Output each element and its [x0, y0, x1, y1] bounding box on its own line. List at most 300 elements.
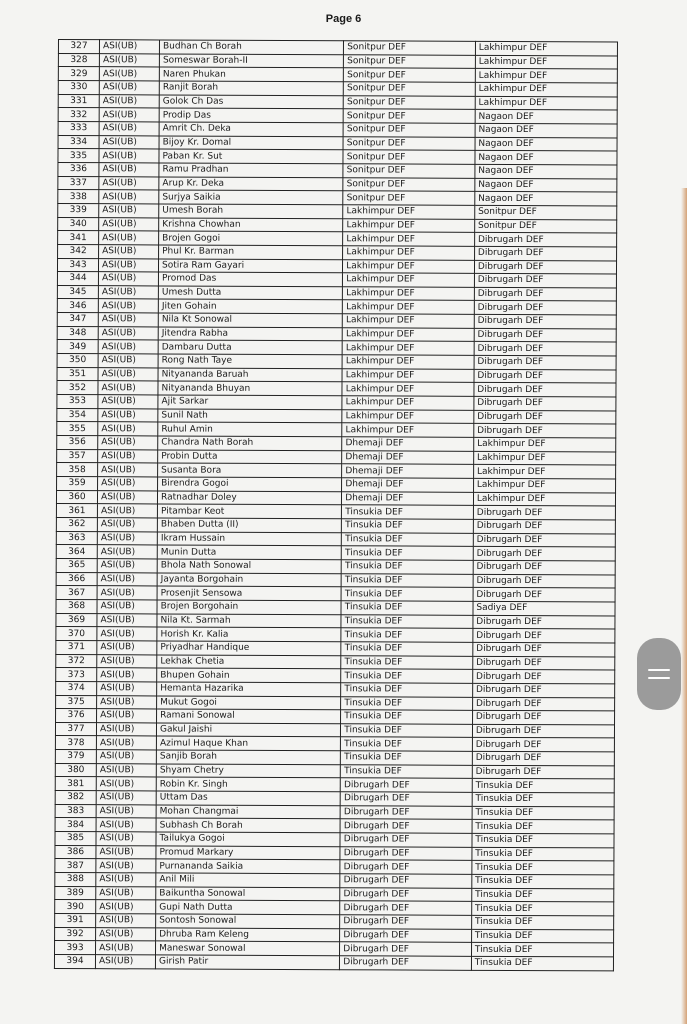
- name-cell: Ratnadhar Doley: [158, 491, 342, 505]
- rank-cell: ASI(UB): [99, 94, 159, 108]
- rank-cell: ASI(UB): [99, 108, 159, 122]
- name-cell: Robin Kr. Singh: [156, 777, 340, 791]
- from-unit-cell: Lakhimpur DEF: [342, 341, 474, 355]
- to-unit-cell: Lakhimpur DEF: [473, 492, 615, 506]
- rank-cell: ASI(UB): [98, 490, 158, 504]
- serial-number-cell: 338: [58, 190, 99, 204]
- rank-cell: ASI(UB): [98, 326, 158, 340]
- from-unit-cell: Sonitpur DEF: [344, 82, 476, 96]
- from-unit-cell: Dibrugarh DEF: [340, 846, 472, 860]
- serial-number-cell: 369: [56, 613, 97, 627]
- rank-cell: ASI(UB): [99, 258, 159, 272]
- name-cell: Nityananda Bhuyan: [158, 381, 342, 395]
- serial-number-cell: 377: [55, 722, 96, 736]
- from-unit-cell: Lakhimpur DEF: [342, 396, 474, 410]
- to-unit-cell: Sonitpur DEF: [475, 205, 617, 219]
- serial-number-cell: 362: [56, 517, 97, 531]
- from-unit-cell: Lakhimpur DEF: [342, 328, 474, 342]
- name-cell: Paban Kr. Sut: [159, 149, 343, 163]
- to-unit-cell: Dibrugarh DEF: [474, 233, 616, 247]
- to-unit-cell: Dibrugarh DEF: [473, 533, 615, 547]
- name-cell: Probin Dutta: [158, 450, 342, 464]
- rank-cell: ASI(UB): [98, 354, 158, 368]
- serial-number-cell: 334: [58, 135, 99, 149]
- to-unit-cell: Lakhimpur DEF: [474, 437, 616, 451]
- serial-number-cell: 348: [57, 326, 98, 340]
- from-unit-cell: Tinsukia DEF: [341, 642, 473, 656]
- rank-cell: ASI(UB): [98, 367, 158, 381]
- to-unit-cell: Lakhimpur DEF: [475, 41, 617, 55]
- serial-number-cell: 357: [57, 449, 98, 463]
- serial-number-cell: 385: [55, 832, 96, 846]
- to-unit-cell: Lakhimpur DEF: [473, 478, 615, 492]
- page-edge: [681, 188, 687, 1024]
- to-unit-cell: Tinsukia DEF: [471, 943, 613, 957]
- name-cell: Krishna Chowhan: [159, 217, 343, 231]
- from-unit-cell: Sonitpur DEF: [343, 123, 475, 137]
- name-cell: Nityananda Baruah: [158, 368, 342, 382]
- to-unit-cell: Tinsukia DEF: [472, 847, 614, 861]
- to-unit-cell: Dibrugarh DEF: [473, 642, 615, 656]
- rank-cell: ASI(UB): [97, 600, 157, 614]
- serial-number-cell: 361: [56, 504, 97, 518]
- serial-number-cell: 387: [55, 859, 96, 873]
- name-cell: Promud Markary: [156, 846, 340, 860]
- from-unit-cell: Dhemaji DEF: [342, 437, 474, 451]
- name-cell: Bijoy Kr. Domal: [159, 136, 343, 150]
- to-unit-cell: Dibrugarh DEF: [472, 738, 614, 752]
- serial-number-cell: 383: [55, 804, 96, 818]
- from-unit-cell: Dibrugarh DEF: [340, 833, 472, 847]
- serial-number-cell: 337: [58, 176, 99, 190]
- rank-cell: ASI(UB): [96, 818, 156, 832]
- from-unit-cell: Tinsukia DEF: [341, 655, 473, 669]
- serial-number-cell: 336: [58, 162, 99, 176]
- to-unit-cell: Tinsukia DEF: [472, 861, 614, 875]
- name-cell: Pitambar Keot: [157, 504, 341, 518]
- serial-number-cell: 380: [55, 763, 96, 777]
- from-unit-cell: Sonitpur DEF: [343, 191, 475, 205]
- to-unit-cell: Dibrugarh DEF: [473, 560, 615, 574]
- serial-number-cell: 376: [56, 709, 97, 723]
- from-unit-cell: Sonitpur DEF: [343, 109, 475, 123]
- serial-number-cell: 342: [58, 244, 99, 258]
- name-cell: Munin Dutta: [157, 545, 341, 559]
- from-unit-cell: Tinsukia DEF: [341, 628, 473, 642]
- serial-number-cell: 375: [56, 695, 97, 709]
- name-cell: Budhan Ch Borah: [159, 40, 343, 54]
- rank-cell: ASI(UB): [96, 736, 156, 750]
- from-unit-cell: Dibrugarh DEF: [340, 887, 472, 901]
- serial-number-cell: 382: [55, 791, 96, 805]
- from-unit-cell: Dibrugarh DEF: [340, 942, 472, 956]
- from-unit-cell: Dibrugarh DEF: [340, 915, 472, 929]
- from-unit-cell: Lakhimpur DEF: [343, 300, 475, 314]
- name-cell: Ranjit Borah: [159, 81, 343, 95]
- to-unit-cell: Dibrugarh DEF: [472, 765, 614, 779]
- from-unit-cell: Tinsukia DEF: [341, 587, 473, 601]
- serial-number-cell: 366: [56, 572, 97, 586]
- rank-cell: ASI(UB): [99, 149, 159, 163]
- from-unit-cell: Tinsukia DEF: [341, 765, 473, 779]
- serial-number-cell: 339: [58, 203, 99, 217]
- from-unit-cell: Lakhimpur DEF: [343, 314, 475, 328]
- serial-number-cell: 368: [56, 599, 97, 613]
- name-cell: Horish Kr. Kalia: [157, 627, 341, 641]
- rank-cell: ASI(UB): [99, 176, 159, 190]
- from-unit-cell: Tinsukia DEF: [341, 751, 473, 765]
- to-unit-cell: Nagaon DEF: [475, 110, 617, 124]
- serial-number-cell: 352: [57, 381, 98, 395]
- rank-cell: ASI(UB): [96, 750, 156, 764]
- rank-cell: ASI(UB): [97, 586, 157, 600]
- serial-number-cell: 332: [58, 108, 99, 122]
- name-cell: Mukut Gogoi: [157, 695, 341, 709]
- name-cell: Nila Kt. Sarmah: [157, 614, 341, 628]
- name-cell: Someswar Borah-II: [159, 54, 343, 68]
- name-cell: Rong Nath Taye: [158, 354, 342, 368]
- from-unit-cell: Dibrugarh DEF: [340, 805, 472, 819]
- rank-cell: ASI(UB): [96, 900, 156, 914]
- serial-number-cell: 350: [57, 354, 98, 368]
- rank-cell: ASI(UB): [98, 463, 158, 477]
- rank-cell: ASI(UB): [96, 832, 156, 846]
- serial-number-cell: 349: [57, 340, 98, 354]
- to-unit-cell: Dibrugarh DEF: [472, 697, 614, 711]
- rank-cell: ASI(UB): [98, 381, 158, 395]
- rank-cell: ASI(UB): [96, 873, 156, 887]
- serial-number-cell: 347: [57, 313, 98, 327]
- rank-cell: ASI(UB): [97, 545, 157, 559]
- serial-number-cell: 393: [55, 941, 96, 955]
- name-cell: Lekhak Chetia: [157, 654, 341, 668]
- rank-cell: ASI(UB): [99, 122, 159, 136]
- name-cell: Phul Kr. Barman: [159, 245, 343, 259]
- serial-number-cell: 351: [57, 367, 98, 381]
- to-unit-cell: Dibrugarh DEF: [474, 410, 616, 424]
- to-unit-cell: Tinsukia DEF: [471, 956, 613, 970]
- from-unit-cell: Lakhimpur DEF: [343, 232, 475, 246]
- rank-cell: ASI(UB): [99, 135, 159, 149]
- rank-cell: ASI(UB): [97, 682, 157, 696]
- to-unit-cell: Dibrugarh DEF: [473, 519, 615, 533]
- rank-cell: ASI(UB): [97, 518, 157, 532]
- serial-number-cell: 394: [54, 954, 95, 968]
- name-cell: Bhupen Gohain: [157, 668, 341, 682]
- to-unit-cell: Sonitpur DEF: [475, 219, 617, 233]
- from-unit-cell: Sonitpur DEF: [343, 95, 475, 109]
- serial-number-cell: 391: [55, 913, 96, 927]
- serial-number-cell: 356: [57, 436, 98, 450]
- to-unit-cell: Dibrugarh DEF: [474, 369, 616, 383]
- name-cell: Sontosh Sonowal: [156, 914, 340, 928]
- name-cell: Ikram Hussain: [157, 532, 341, 546]
- rank-cell: ASI(UB): [96, 845, 156, 859]
- from-unit-cell: Lakhimpur DEF: [342, 368, 474, 382]
- name-cell: Hemanta Hazarika: [157, 682, 341, 696]
- name-cell: Prodip Das: [159, 108, 343, 122]
- to-unit-cell: Nagaon DEF: [475, 123, 617, 137]
- serial-number-cell: 392: [55, 927, 96, 941]
- from-unit-cell: Dibrugarh DEF: [340, 792, 472, 806]
- page-title: Page 6: [325, 13, 362, 25]
- from-unit-cell: Sonitpur DEF: [344, 54, 476, 68]
- name-cell: Chandra Nath Borah: [158, 436, 342, 450]
- name-cell: Amrit Ch. Deka: [159, 122, 343, 136]
- serial-number-cell: 378: [55, 736, 96, 750]
- serial-number-cell: 329: [58, 67, 99, 81]
- from-unit-cell: Dhemaji DEF: [342, 464, 474, 478]
- to-unit-cell: Nagaon DEF: [475, 151, 617, 165]
- rank-cell: ASI(UB): [97, 641, 157, 655]
- name-cell: Naren Phukan: [159, 67, 343, 81]
- to-unit-cell: Lakhimpur DEF: [475, 69, 617, 83]
- to-unit-cell: Sadiya DEF: [473, 601, 615, 615]
- serial-number-cell: 384: [55, 818, 96, 832]
- rank-cell: ASI(UB): [97, 531, 157, 545]
- to-unit-cell: Tinsukia DEF: [472, 820, 614, 834]
- serial-number-cell: 354: [57, 408, 98, 422]
- from-unit-cell: Tinsukia DEF: [342, 505, 474, 519]
- to-unit-cell: Dibrugarh DEF: [473, 656, 615, 670]
- serial-number-cell: 365: [56, 558, 97, 572]
- from-unit-cell: Dhemaji DEF: [342, 478, 474, 492]
- to-unit-cell: Dibrugarh DEF: [474, 342, 616, 356]
- from-unit-cell: Lakhimpur DEF: [342, 382, 474, 396]
- to-unit-cell: Dibrugarh DEF: [474, 260, 616, 274]
- to-unit-cell: Lakhimpur DEF: [475, 96, 617, 110]
- to-unit-cell: Dibrugarh DEF: [473, 629, 615, 643]
- to-unit-cell: Dibrugarh DEF: [474, 328, 616, 342]
- name-cell: Tailukya Gogoi: [156, 832, 340, 846]
- from-unit-cell: Lakhimpur DEF: [343, 246, 475, 260]
- name-cell: Bhola Nath Sonowal: [157, 559, 341, 573]
- serial-number-cell: 345: [57, 285, 98, 299]
- rank-cell: ASI(UB): [98, 272, 158, 286]
- serial-number-cell: 359: [57, 476, 98, 490]
- to-unit-cell: Dibrugarh DEF: [472, 683, 614, 697]
- rank-cell: ASI(UB): [99, 204, 159, 218]
- to-unit-cell: Tinsukia DEF: [472, 779, 614, 793]
- to-unit-cell: Dibrugarh DEF: [474, 396, 616, 410]
- name-cell: Anil Mili: [156, 873, 340, 887]
- from-unit-cell: Tinsukia DEF: [341, 573, 473, 587]
- rank-cell: ASI(UB): [97, 613, 157, 627]
- to-unit-cell: Tinsukia DEF: [471, 929, 613, 943]
- name-cell: Ramu Pradhan: [159, 163, 343, 177]
- rank-cell: ASI(UB): [97, 572, 157, 586]
- serial-number-cell: 371: [56, 640, 97, 654]
- name-cell: Umesh Borah: [159, 204, 343, 218]
- serial-number-cell: 386: [55, 845, 96, 859]
- from-unit-cell: Tinsukia DEF: [342, 532, 474, 546]
- name-cell: Azimul Haque Khan: [156, 736, 340, 750]
- name-cell: Ramani Sonowal: [157, 709, 341, 723]
- from-unit-cell: Tinsukia DEF: [341, 546, 473, 560]
- rank-cell: ASI(UB): [99, 67, 159, 81]
- serial-number-cell: 328: [58, 53, 99, 67]
- rank-cell: ASI(UB): [99, 217, 159, 231]
- to-unit-cell: Lakhimpur DEF: [473, 451, 615, 465]
- name-cell: Gupi Nath Dutta: [156, 900, 340, 914]
- to-unit-cell: Dibrugarh DEF: [474, 273, 616, 287]
- from-unit-cell: Tinsukia DEF: [341, 669, 473, 683]
- from-unit-cell: Tinsukia DEF: [341, 614, 473, 628]
- to-unit-cell: Dibrugarh DEF: [472, 710, 614, 724]
- serial-number-cell: 374: [56, 681, 97, 695]
- from-unit-cell: Tinsukia DEF: [342, 519, 474, 533]
- rank-cell: ASI(UB): [99, 245, 159, 259]
- name-cell: Arup Kr. Deka: [159, 177, 343, 191]
- serial-number-cell: 370: [56, 627, 97, 641]
- from-unit-cell: Tinsukia DEF: [341, 601, 473, 615]
- serial-number-cell: 343: [57, 258, 98, 272]
- from-unit-cell: Dibrugarh DEF: [340, 928, 472, 942]
- name-cell: Sanjib Borah: [156, 750, 340, 764]
- to-unit-cell: Dibrugarh DEF: [474, 287, 616, 301]
- serial-number-cell: 346: [57, 299, 98, 313]
- name-cell: Jitendra Rabha: [158, 327, 342, 341]
- name-cell: Priyadhar Handique: [157, 641, 341, 655]
- rank-cell: ASI(UB): [96, 777, 156, 791]
- from-unit-cell: Dibrugarh DEF: [340, 860, 472, 874]
- to-unit-cell: Dibrugarh DEF: [473, 588, 615, 602]
- name-cell: Ruhul Amin: [158, 422, 342, 436]
- name-cell: Birendra Gogoi: [158, 477, 342, 491]
- to-unit-cell: Tinsukia DEF: [472, 806, 614, 820]
- serial-number-cell: 355: [57, 422, 98, 436]
- to-unit-cell: Dibrugarh DEF: [473, 615, 615, 629]
- scroll-handle[interactable]: [637, 638, 681, 710]
- rank-cell: ASI(UB): [96, 859, 156, 873]
- serial-number-cell: 330: [58, 80, 99, 94]
- from-unit-cell: Sonitpur DEF: [343, 150, 475, 164]
- name-cell: Mohan Changmai: [156, 805, 340, 819]
- serial-number-cell: 344: [57, 272, 98, 286]
- rank-cell: ASI(UB): [98, 422, 158, 436]
- serial-number-cell: 358: [57, 463, 98, 477]
- from-unit-cell: Tinsukia DEF: [341, 737, 473, 751]
- name-cell: Brojen Borgohain: [157, 600, 341, 614]
- to-unit-cell: Dibrugarh DEF: [474, 314, 616, 328]
- rank-cell: ASI(UB): [97, 654, 157, 668]
- from-unit-cell: Lakhimpur DEF: [343, 287, 475, 301]
- name-cell: Girish Patir: [155, 955, 339, 969]
- name-cell: Prosenjit Sensowa: [157, 586, 341, 600]
- to-unit-cell: Lakhimpur DEF: [475, 82, 617, 96]
- name-cell: Dambaru Dutta: [158, 340, 342, 354]
- name-cell: Subhash Ch Borah: [156, 818, 340, 832]
- transfer-list-sheet: [54, 39, 618, 971]
- from-unit-cell: Sonitpur DEF: [344, 68, 476, 82]
- rank-cell: ASI(UB): [97, 627, 157, 641]
- to-unit-cell: Tinsukia DEF: [472, 792, 614, 806]
- from-unit-cell: Dibrugarh DEF: [340, 819, 472, 833]
- rank-cell: ASI(UB): [98, 340, 158, 354]
- rank-cell: ASI(UB): [97, 722, 157, 736]
- rank-cell: ASI(UB): [98, 285, 158, 299]
- name-cell: Susanta Bora: [158, 463, 342, 477]
- to-unit-cell: Tinsukia DEF: [472, 888, 614, 902]
- name-cell: Sunil Nath: [158, 409, 342, 423]
- to-unit-cell: Tinsukia DEF: [472, 902, 614, 916]
- to-unit-cell: Tinsukia DEF: [472, 833, 614, 847]
- from-unit-cell: Dibrugarh DEF: [340, 874, 472, 888]
- rank-cell: ASI(UB): [99, 190, 159, 204]
- rank-cell: ASI(UB): [99, 231, 159, 245]
- serial-number-cell: 353: [57, 395, 98, 409]
- rank-cell: ASI(UB): [98, 436, 158, 450]
- to-unit-cell: Tinsukia DEF: [471, 915, 613, 929]
- serial-number-cell: 373: [56, 668, 97, 682]
- to-unit-cell: Dibrugarh DEF: [472, 724, 614, 738]
- from-unit-cell: Lakhimpur DEF: [343, 205, 475, 219]
- rank-cell: ASI(UB): [96, 886, 156, 900]
- rank-cell: ASI(UB): [98, 313, 158, 327]
- from-unit-cell: Lakhimpur DEF: [342, 423, 474, 437]
- to-unit-cell: Dibrugarh DEF: [473, 506, 615, 520]
- from-unit-cell: Tinsukia DEF: [341, 696, 473, 710]
- name-cell: Maneswar Sonowal: [156, 941, 340, 955]
- to-unit-cell: Dibrugarh DEF: [472, 751, 614, 765]
- from-unit-cell: Dhemaji DEF: [342, 450, 474, 464]
- serial-number-cell: 335: [58, 149, 99, 163]
- table-row: [54, 954, 613, 970]
- name-cell: Dhruba Ram Keleng: [156, 928, 340, 942]
- rank-cell: ASI(UB): [96, 791, 156, 805]
- name-cell: Golok Ch Das: [159, 95, 343, 109]
- to-unit-cell: Nagaon DEF: [475, 178, 617, 192]
- serial-number-cell: 379: [55, 750, 96, 764]
- rank-cell: ASI(UB): [97, 695, 157, 709]
- from-unit-cell: Dhemaji DEF: [342, 491, 474, 505]
- rank-cell: ASI(UB): [99, 81, 159, 95]
- to-unit-cell: Dibrugarh DEF: [473, 547, 615, 561]
- to-unit-cell: Nagaon DEF: [475, 192, 617, 206]
- from-unit-cell: Tinsukia DEF: [341, 724, 473, 738]
- serial-number-cell: 381: [55, 777, 96, 791]
- serial-number-cell: 327: [58, 40, 99, 54]
- rank-cell: ASI(UB): [98, 299, 158, 313]
- serial-number-cell: 333: [58, 121, 99, 135]
- to-unit-cell: Lakhimpur DEF: [475, 55, 617, 69]
- from-unit-cell: Dibrugarh DEF: [340, 778, 472, 792]
- name-cell: Baikuntha Sonowal: [156, 887, 340, 901]
- name-cell: Nila Kt Sonowal: [158, 313, 342, 327]
- rank-cell: ASI(UB): [95, 955, 155, 969]
- from-unit-cell: Sonitpur DEF: [343, 136, 475, 150]
- to-unit-cell: Lakhimpur DEF: [473, 465, 615, 479]
- rank-cell: ASI(UB): [96, 941, 156, 955]
- rank-cell: ASI(UB): [97, 559, 157, 573]
- name-cell: Jayanta Borgohain: [157, 573, 341, 587]
- serial-number-cell: 372: [56, 654, 97, 668]
- from-unit-cell: Lakhimpur DEF: [343, 259, 475, 273]
- rank-cell: ASI(UB): [96, 763, 156, 777]
- rank-cell: ASI(UB): [97, 668, 157, 682]
- from-unit-cell: Lakhimpur DEF: [343, 273, 475, 287]
- serial-number-cell: 389: [55, 886, 96, 900]
- serial-number-cell: 340: [58, 217, 99, 231]
- from-unit-cell: Tinsukia DEF: [341, 683, 473, 697]
- name-cell: Ajit Sarkar: [158, 395, 342, 409]
- name-cell: Umesh Dutta: [158, 286, 342, 300]
- rank-cell: ASI(UB): [98, 408, 158, 422]
- from-unit-cell: Tinsukia DEF: [341, 710, 473, 724]
- serial-number-cell: 341: [58, 231, 99, 245]
- from-unit-cell: Sonitpur DEF: [343, 164, 475, 178]
- table-body: [54, 40, 617, 971]
